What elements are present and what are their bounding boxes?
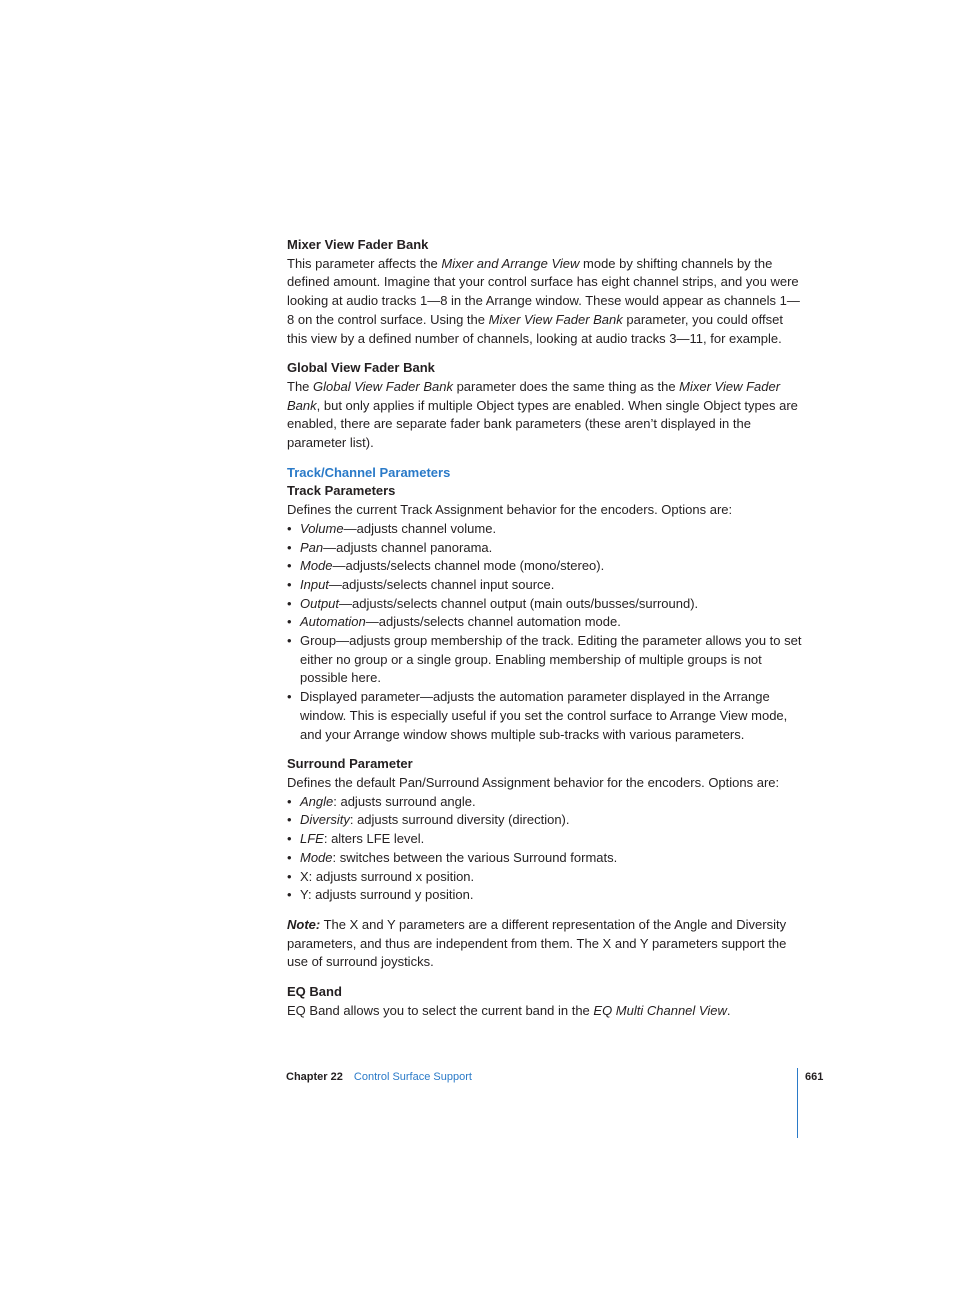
heading-surround-parameter: Surround Parameter [287,756,413,772]
list-item: • LFE: alters LFE level. [287,830,802,849]
paragraph-global-view-fader-bank: The Global View Fader Bank parameter does the same thing as the Mixer View Fader Bank, but only applies if multiple Object types are enabled. When single Object types are enabled, there are separate fader bank parameters (these aren’t displayed in the parameter list). [287,378,798,451]
note-label: Note: [287,916,321,932]
note-paragraph: Note: The X and Y parameters are a different representation of the Angle and Diversity parameters, and thus are independent from them. The X and Y parameters support the use of surround joysticks. [287,916,787,970]
list-item: • X: adjusts surround x position. [287,868,802,887]
list-item: • Displayed parameter—adjusts the automation parameter displayed in the Arrange window. This is especially useful if you set the control surface to Arrange View mode, and your Arrange window shows multiple sub-tracks with various parameters. [287,688,802,744]
list-item: • Mode—adjusts/selects channel mode (mono/stereo). [287,557,802,576]
list-item: • Pan—adjusts channel panorama. [287,539,802,558]
page-body [287,236,802,1020]
track-parameters-list [287,520,802,744]
list-item: • Automation—adjusts/selects channel automation mode. [287,613,802,632]
list-item: • Mode: switches between the various Surround formats. [287,849,802,868]
section-title-track-channel: Track/Channel Parameters [287,464,451,480]
heading-global-view-fader-bank: Global View Fader Bank [287,360,435,376]
list-item: • Output—adjusts/selects channel output (main outs/busses/surround). [287,595,802,614]
paragraph-eq-band: EQ Band allows you to select the current band in the EQ Multi Channel View. [287,1002,731,1018]
list-item: • Group—adjusts group membership of the track. Editing the parameter allows you to set either no group or a single group. Enabling membership of multiple groups is not possible here. [287,632,802,688]
intro-surround-parameter: Defines the default Pan/Surround Assignment behavior for the encoders. Options are: [287,774,780,790]
intro-track-parameters: Defines the current Track Assignment behavior for the encoders. Options are: [287,502,733,518]
footer-divider [797,1068,798,1138]
heading-eq-band: EQ Band [287,984,342,1000]
heading-mixer-view-fader-bank: Mixer View Fader Bank [287,237,429,252]
list-item: • Input—adjusts/selects channel input source. [287,576,802,595]
paragraph-mixer-view-fader-bank: This parameter affects the Mixer and Arrange View mode by shifting channels by the defined amount. Imagine that your control surface has eight channel strips, and you were looking at audio tracks 1—8 in the Arrange window. These would appear as channels 1—8 on the control surface. Using the Mixer View Fader Bank parameter, you could offset this view by a defined number of channels, looking at audio tracks 3—11, for example. [287,255,800,346]
page-footer [286,1070,472,1084]
list-item: • Angle: adjusts surround angle. [287,793,802,812]
footer-chapter: Chapter 22 [286,1071,343,1083]
list-item: • Diversity: adjusts surround diversity (direction). [287,811,802,830]
footer-chapter-title-link[interactable]: Control Surface Support [353,1071,472,1083]
surround-parameters-list [287,793,802,905]
list-item: • Y: adjusts surround y position. [287,886,802,905]
heading-track-parameters: Track Parameters [287,483,396,499]
list-item: • Volume—adjusts channel volume. [287,520,802,539]
page-number: 661 [805,1071,824,1083]
